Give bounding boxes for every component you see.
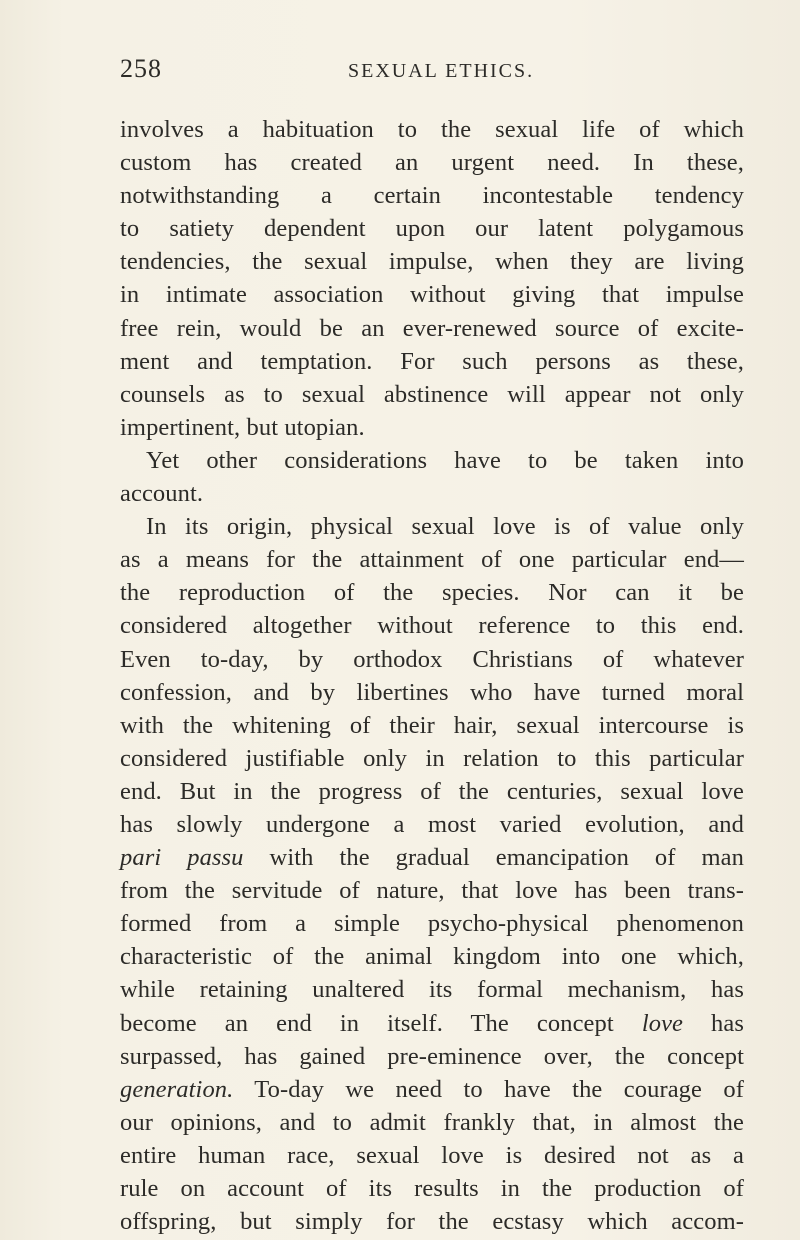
text-line: ment and temptation. For such persons as these, [120, 347, 744, 375]
text-line: formed from a simple psycho-physical phenomenon [120, 910, 744, 938]
text-line: has slowly undergone a most varied evolution, and [120, 810, 744, 838]
text-line: custom has created an urgent need. In these, [120, 149, 744, 177]
text-line: considered justifiable only in relation to this particular [120, 744, 744, 772]
italic-word: generation. [120, 1075, 234, 1103]
text-line: rule on account of its results in the production of [120, 1175, 744, 1202]
text-line: from the servitude of nature, that love has been trans- [120, 877, 744, 905]
italic-phrase: pari passu [120, 844, 244, 872]
text-line: considered altogether without reference to this end. [120, 612, 744, 640]
text-line: counsels as to sexual abstinence will appear not only [120, 380, 744, 408]
text-line: with the whitening of their hair, sexual intercourse is [120, 711, 744, 739]
running-head: SEXUAL ETHICS. [348, 60, 535, 82]
text-line: surpassed, has gained pre-eminence over, the concept [120, 1042, 744, 1070]
page-header [120, 54, 750, 90]
text-line: the reproduction of the species. Nor can it be [120, 579, 744, 607]
text-line: impertinent, but utopian. [120, 413, 365, 441]
text-line: our opinions, and to admit frankly that, in almost the [120, 1108, 744, 1136]
text-fragment: To-day we need to have the courage of [233, 1075, 744, 1103]
text-line: involves a habituation to the sexual life of which [120, 116, 744, 143]
text-line: offspring, but simply for the ecstasy which accom- [120, 1208, 744, 1236]
text-line: Even to-day, by orthodox Christians of whatever [120, 645, 744, 673]
body-text [120, 113, 744, 1238]
text-fragment: become an end in itself. The concept [120, 1009, 642, 1037]
text-line [120, 1073, 744, 1106]
text-line: characteristic of the animal kingdom into one which, [120, 943, 744, 971]
text-fragment: has [683, 1009, 745, 1037]
text-line: to satiety dependent upon our latent polygamous [120, 215, 744, 243]
text-line: Yet other considerations have to be taken into [146, 446, 744, 474]
text-line: as a means for the attainment of one particular end— [120, 546, 744, 574]
text-line [120, 1007, 744, 1040]
text-line [120, 841, 744, 874]
text-line: while retaining unaltered its formal mechanism, has [120, 976, 744, 1004]
text-line: in intimate association without giving that impulse [120, 281, 744, 309]
text-fragment: with the gradual emancipation of man [243, 844, 744, 872]
text-line: tendencies, the sexual impulse, when they are living [120, 248, 744, 276]
text-line: notwithstanding a certain incontestable tendency [120, 182, 744, 210]
text-line: entire human race, sexual love is desired not as a [120, 1141, 744, 1169]
italic-word: love [641, 1009, 684, 1037]
page-number: 258 [120, 54, 162, 83]
text-line: In its origin, physical sexual love is of value only [146, 513, 744, 541]
text-line: account. [120, 480, 204, 508]
text-line: free rein, would be an ever-renewed source of excite- [120, 314, 744, 342]
text-line: confession, and by libertines who have turned moral [120, 678, 744, 706]
text-line: end. But in the progress of the centuries, sexual love [120, 777, 744, 805]
